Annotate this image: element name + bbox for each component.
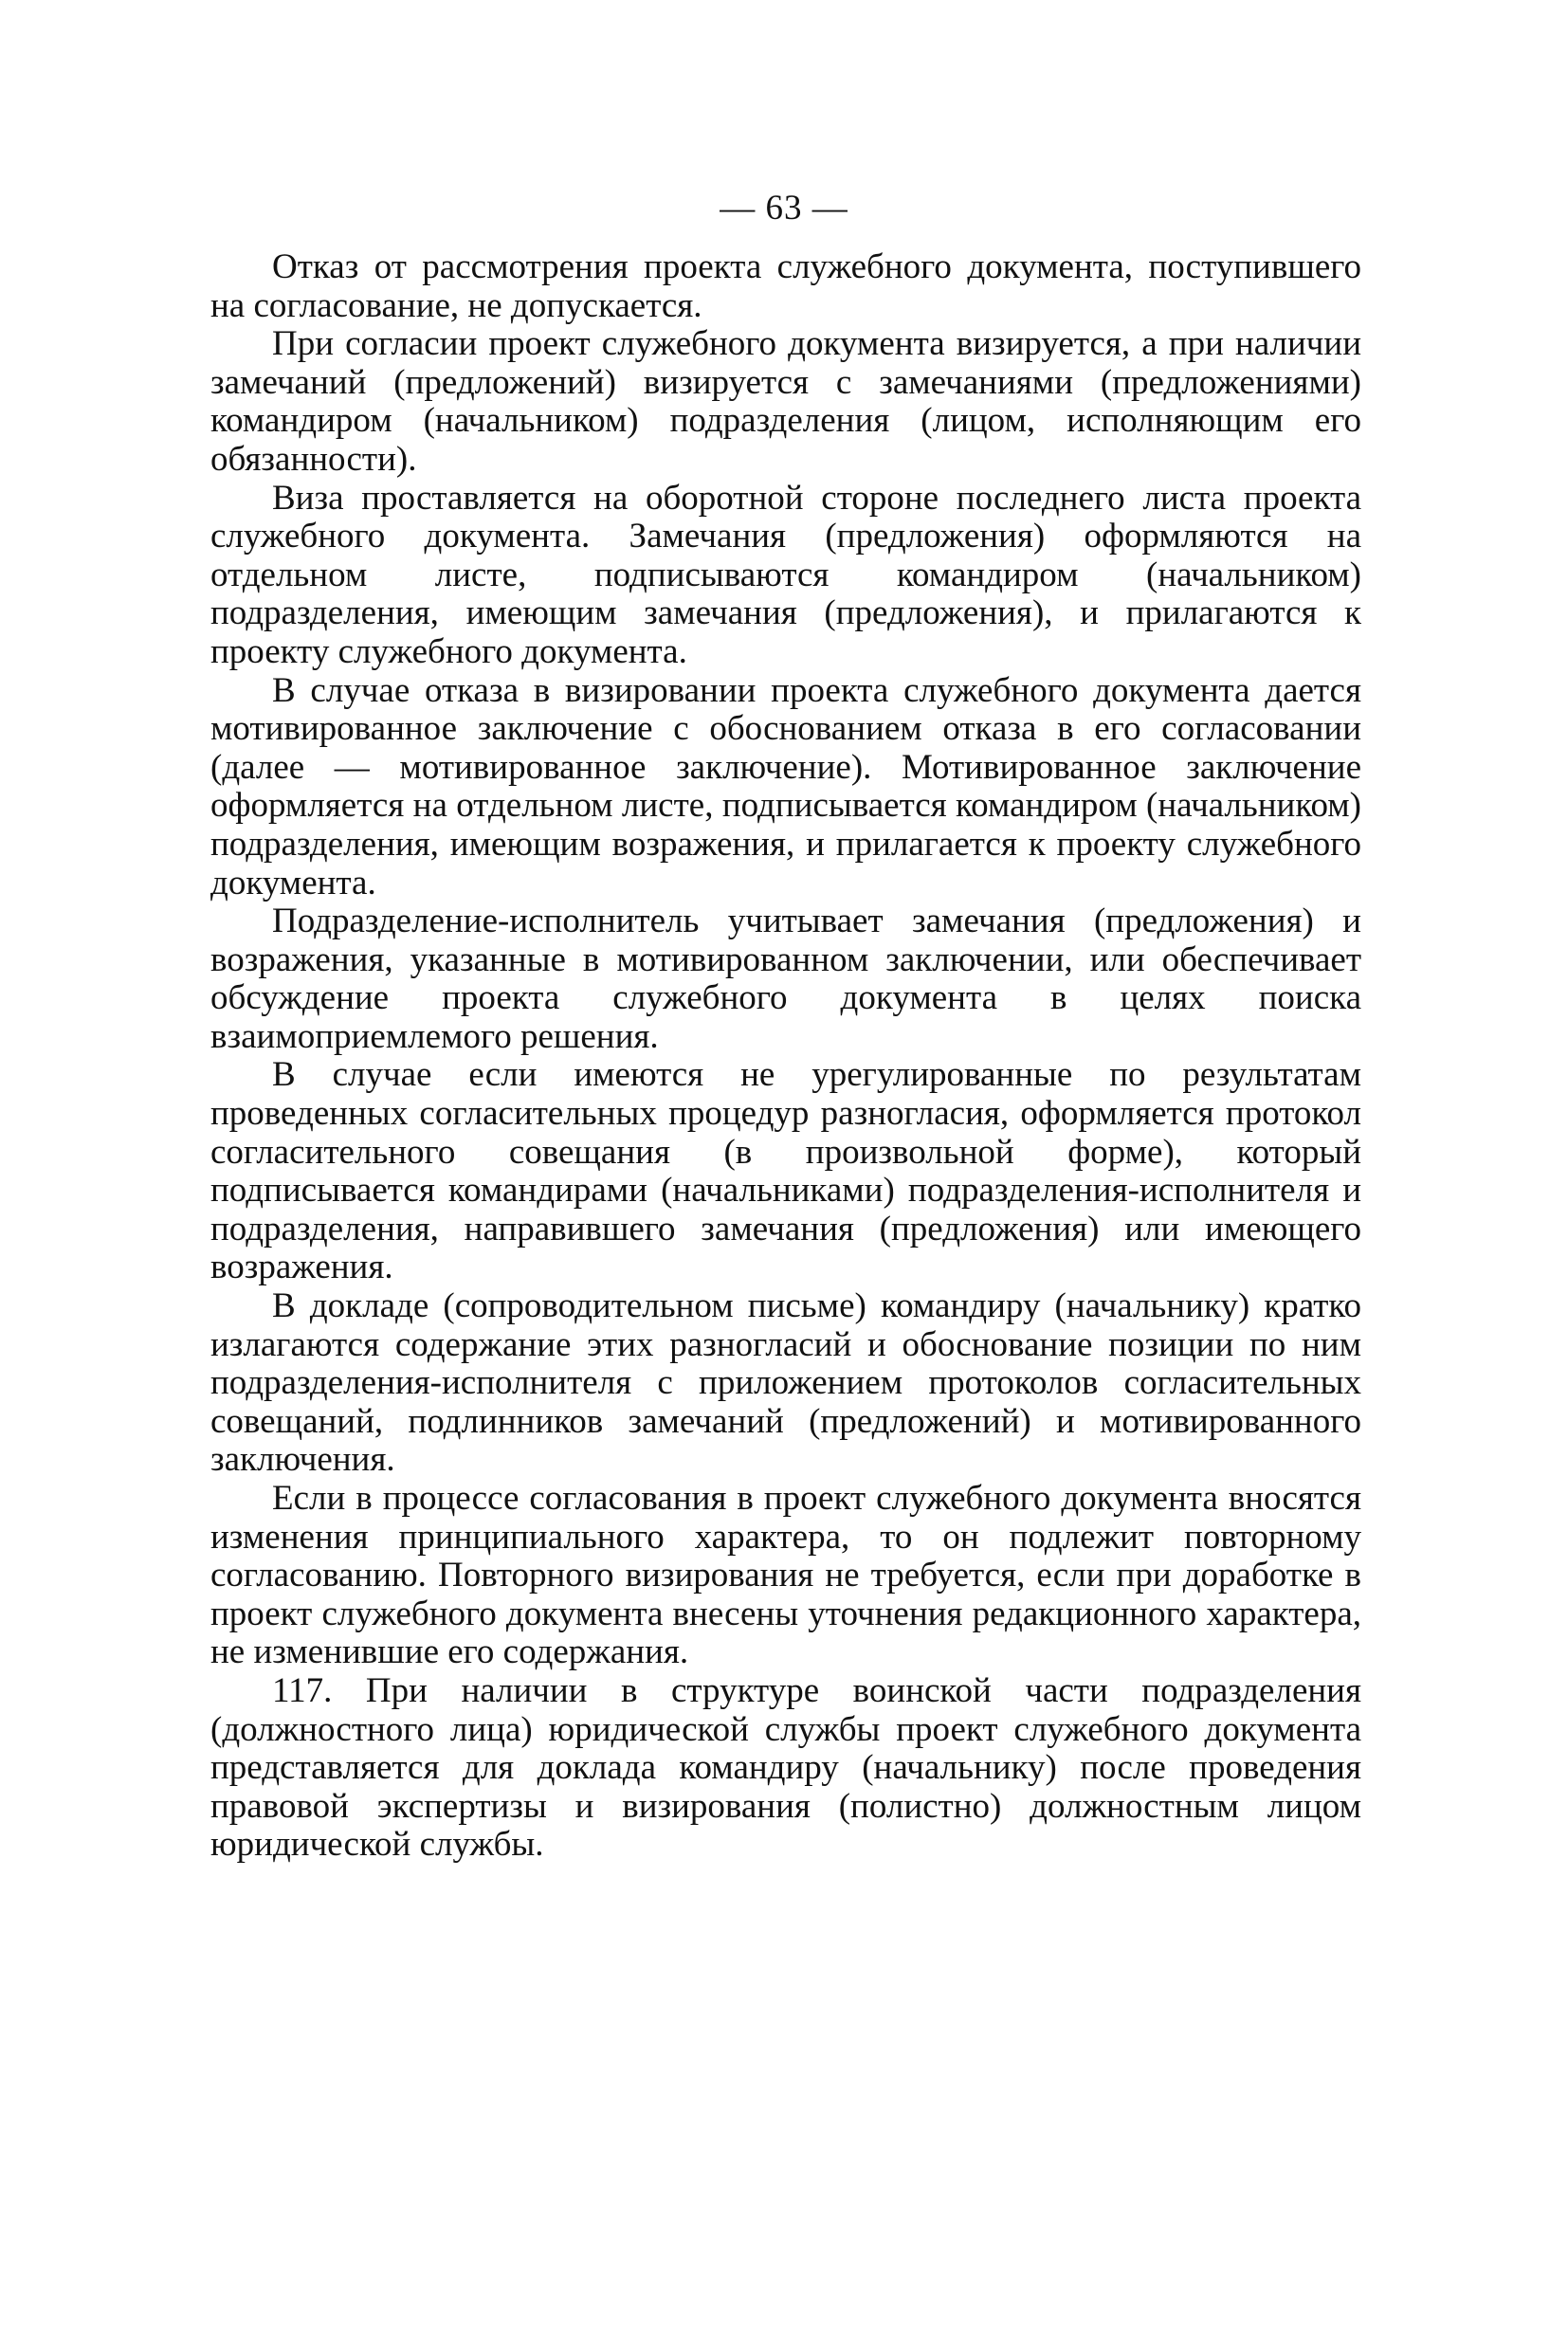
paragraph-8: Если в процессе согласования в проект служебного документа вносятся изменения принципиального характера, то он подлежит повторному согласованию. Повторного визирования не требуется, если при доработке в проект служебного документа внесены уточнения редакционного характера, не изменившие его содержания. (210, 1479, 1361, 1672)
paragraph-3: Виза проставляется на оборотной стороне последнего листа проекта служебного документа. Замечания (предложения) оформляются на отдельном листе, подписываются командиром (начальником) подразделения, имеющим замечания (предложения), и прилагаются к проекту служебного документа. (210, 478, 1361, 671)
paragraph-7: В докладе (сопроводительном письме) командиру (начальнику) кратко излагаются содержание этих разногласий и обоснование позиции по ним подразделения-исполнителя с приложением протоколов согласительных совещаний, подлинников замечаний (предложений) и мотивированного заключения. (210, 1286, 1361, 1480)
paragraph-1: Отказ от рассмотрения проекта служебного документа, поступившего на согласование, не допускается. (210, 247, 1361, 325)
page-number: — 63 — (720, 189, 848, 228)
paragraph-4: В случае отказа в визировании проекта служебного документа дается мотивированное заключение с обоснованием отказа в его согласовании (далее — мотивированное заключение). Мотивированное заключение оформляется на отдельном листе, подписывается командиром (начальником) подразделения, имеющим возражения, и прилагается к проекту служебного документа. (210, 670, 1361, 902)
body-text (210, 248, 1361, 1865)
paragraph-6: В случае если имеются не урегулированные по результатам проведенных согласительных процедур разногласия, оформляется протокол согласительного совещания (в произвольной форме), который подписывается командирами (начальниками) подразделения-исполнителя и подразделения, направившего замечания (предложения) или имеющего возражения. (210, 1055, 1361, 1287)
paragraph-5: Подразделение-исполнитель учитывает замечания (предложения) и возражения, указанные в мотивированном заключении, или обеспечивает обсуждение проекта служебного документа в целях поиска взаимоприемлемого решения. (210, 902, 1361, 1056)
paragraph-2: При согласии проект служебного документа визируется, а при наличии замечаний (предложений) визируется с замечаниями (предложениями) командиром (начальником) подразделения (лицом, исполняющим его обязанности). (210, 324, 1361, 479)
paragraph-9: 117. При наличии в структуре воинской части подразделения (должностного лица) юридической службы проект служебного документа представляется для доклада командиру (начальнику) после проведения правовой экспертизы и визирования (полистно) должностным лицом юридической службы. (210, 1670, 1361, 1865)
